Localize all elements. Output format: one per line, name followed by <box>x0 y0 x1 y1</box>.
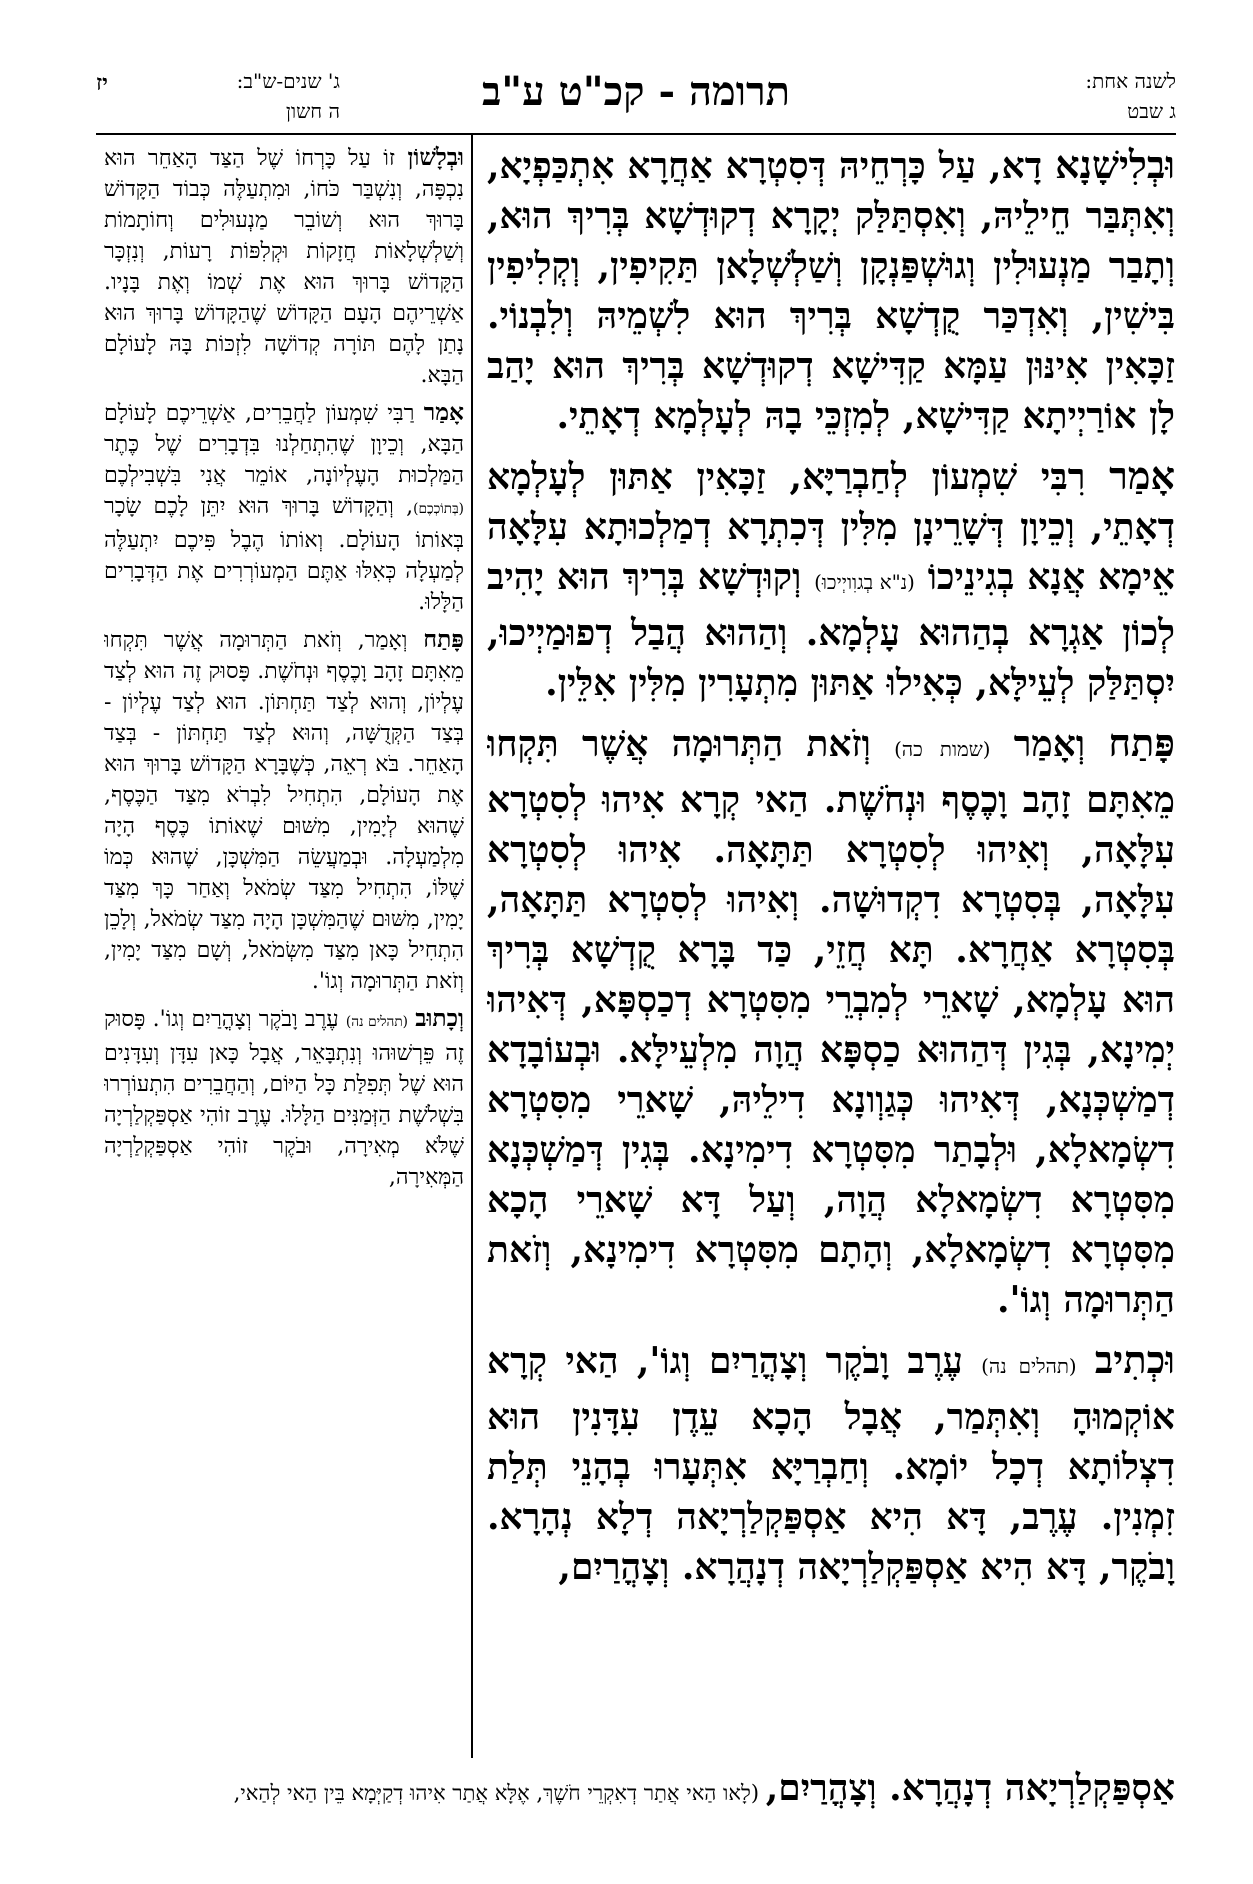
paragraph-text: דָא, עַל כָּרְחֵיהּ דְּסִטְרָא אַחֲרָא אִתְכַּפְיָא, וְאִתְּבַּר חֵילֵיהּ, וְאִסְתַּלַּק יְקָרָא דְקוּדְשָׁא בְּרִיךְ הוּא, וְתָבַר מַנְעוּלִין וְגוּשְׁפַּנְקָן וְשַׁלְשְׁלָאן תַּקִיפִין, וְקְלִיפִין בִּישִׁין, וְאִדְכַּר קֻדְשָׁא בְּרִיךְ הוּא לִשְׁמֵיהּ וְלִבְנוֹי. זַכָּאִין אִינּוּן עַמָּא קַדִּישָׁא דְקוּדְשָׁא בְּרִיךְ הוּא יָהַב לָן אוֹרַיְיתָא קַדִּישָׁא, לְמִזְכֵּי בָהּ לְעָלְמָא דְאָתֵי. <box>487 145 1175 437</box>
paragraph-text: רַבִּי שִׁמְעוֹן לַחֲבֵרִים, אַשְׁרֵיכֶם לָעוֹלָם הַבָּא, וְכֵיוָן שֶׁהִתְחַלְנוּ בִּדְבָרִים שֶׁל כֶּתֶר הַמַּלְכוּת הָעֶלְיוֹנָה, אוֹמֵר אֲנִי בִּשְׁבִילְכֶם <box>104 401 464 488</box>
version-note: (בְּתוֹכְכֶם) <box>413 501 464 517</box>
page-header <box>96 62 1176 132</box>
paragraph-lead-word: פָּתַח <box>1108 720 1175 765</box>
paragraph-lead-word: פָּתַח <box>423 626 464 653</box>
schedule-3yr-date: ה חשון <box>285 99 340 123</box>
main-paragraph <box>487 451 1175 708</box>
continuation-line <box>96 1760 1175 1816</box>
paragraph-text: וְאָמַר <box>990 723 1109 765</box>
translation-paragraph <box>104 142 464 391</box>
translation-paragraph <box>104 397 464 618</box>
paragraph-text <box>1077 1340 1095 1382</box>
translation-paragraph <box>104 1003 464 1193</box>
aramaic-main-column <box>487 140 1175 1758</box>
schedule-1yr-label: לשנה אחת: <box>1085 69 1176 93</box>
page-number: יז <box>96 70 108 96</box>
main-paragraph <box>487 140 1175 441</box>
translation-paragraph <box>104 624 464 997</box>
schedule-1yr-date: ג שבט <box>1127 99 1176 123</box>
hebrew-translation-column <box>104 142 464 1758</box>
verse-reference: (תהלים נה) <box>345 1014 408 1030</box>
paragraph-lead-word: אָמַר <box>1109 453 1175 498</box>
continuation-note-text: (לָאו הַאי אֲתַר דְאִקְרֵי חֹשֶׁךְ, אֶלָּא אֲתַר אִיהוּ דְקַיְּמָא בֵּין הַאי לְהַאי, <box>233 1781 766 1805</box>
verse-reference: (שמות כה) <box>894 738 991 761</box>
paragraph-text: וְזֹאת הַתְּרוּמָה אֲשֶׁר תִּקְחוּ מֵאִתָּם זָהָב וָכֶסֶף וּנְחֹשֶׁת. הַאי קְרָא אִיהוּ לְסִטְרָא עִלָּאָה, וְאִיהוּ לְסִטְרָא תַּתָּאָה. אִיהוּ לְסִטְרָא עִלָּאָה, בְּסִטְרָא דִקְדוּשָׁה. וְאִיהוּ לְסִטְרָא תַּתָּאָה, בְּסִטְרָא אַחֲרָא. תָּא חֲזֵי, כַּד בָּרָא קֻדְשָׁא בְּרִיךְ הוּא עָלְמָא, שָׁארֵי לְמִבְרֵי מִסִּטְרָא דְכַסְפָּא, דְּאִיהוּ יְמִינָא, בְּגִין דְּהַהוּא כַסְפָּא הֲוָה מִלְעֵילָּא. וּבְעוֹבָדָא דְמַשְׁכְּנָא, דְּאִיהוּ כְּגַוְונָא דִילֵיהּ, שָׁארֵי מִסִּטְרָא דִשְׂמָאלָא, וּלְבָתַר מִסִּטְרָא דִימִינָא. בְּגִין דְּמַשְׁכְּנָא מִסִּטְרָא דִשְׂמָאלָא הֲוָה, וְעַל דָּא שָׁארֵי הָכָא מִסִּטְרָא דִשְׂמָאלָא, וְהָתָם מִסִּטְרָא דִימִינָא, וְזֹאת הַתְּרוּמָה וְגוֹ'. <box>487 723 1175 1321</box>
paragraph-lead-word: וּבְלִישָׁנָא <box>1055 142 1175 187</box>
schedule-3yr-label: ג' שנים-ש"ב: <box>236 69 340 93</box>
paragraph-lead-word: אָמַר <box>423 399 464 426</box>
daily-schedule-3yr <box>110 66 340 126</box>
paragraph-lead-word: וְכָתוּב <box>415 1005 464 1032</box>
daily-schedule-1yr <box>976 66 1176 126</box>
column-divider <box>471 134 473 1758</box>
paragraph-text: וְקוּדְשָׁא בְּרִיךְ הוּא יָהִיב לְכוֹן אַגְרָא בְהַהוּא עָלְמָא. וְהַהוּא הֲבַל דְפוּמַיְיכוּ, יִסְתַּלַּק לְעֵילָּא, כְּאִילוּ אַתּוּן מִתְעָרִין מִלִּין אִלֵּין. <box>487 556 1175 704</box>
paragraph-text: עֶרֶב וָבֹקֶר וְצָהֳרַיִם וְגוֹ'. פָּסוּק זֶה פֵּרְשׁוּהוּ וְנִתְבָּאֵר, אֲבָל כָּאן עִדָּן וְעִדָּנִים הוּא שֶׁל תְּפִלַּת כָּל הַיּוֹם, וְהַחֲבֵרִים הִתְעוֹרְרוּ בִּשְׁלֹשֶׁת הַזְּמַנִּים הַלָּלוּ. עֶרֶב זוֹהִי אַסְפַּקְלַרְיָה שֶׁלֹּא מְאִירָה, וּבֹקֶר זוֹהִי אַסְפַּקְלַרְיָה הַמְּאִירָה, <box>104 1007 464 1190</box>
version-note: (נ"א בְגוִויְיכוּ) <box>814 571 915 594</box>
paragraph-text: עֶרֶב וָבֹקֶר וְצָהֳרַיִם וְגוֹ', הַאי קְרָא אוֹקְמוּהָ וְאִתְּמַר, אֲבָל הָכָא עֵדֶן עִדָּנִין הוּא דִצְלוֹתָא דְכָל יוֹמָא. וְחַבְרַיָּא אִתְּעָרוּ בְהָנֵי תְּלַת זִמְנִין. עֶרֶב, דָּא הִיא אַסְפַּקְלַרְיָאה דְלָא נְהָרָא. וָבֹקֶר, דָּא הִיא אַסְפַּקְלַרְיָאה דְנָהֲרָא. וְצָהֳרַיִם, <box>487 1340 1175 1588</box>
header-rule <box>96 133 1176 135</box>
continuation-main-text: אַסְפַּקְלַרְיָאה דְנָהֲרָא. וְצָהֳרַיִם, <box>765 1767 1175 1809</box>
page-title: תרומה - קכ"ט ע"ב <box>481 68 791 115</box>
main-paragraph <box>487 718 1175 1325</box>
verse-reference: (תהלים נה) <box>981 1355 1077 1378</box>
paragraph-text: , וְהַקָּדוֹשׁ בָּרוּךְ הוּא יִתֵּן לָכֶם שָׂכָר בְּאוֹתוֹ הָעוֹלָם. וְאוֹתוֹ הֶבֶל פִּיכֶם יִתְעַלֶּה לְמַעְלָה כְּאִלּוּ אַתֶּם הַמְעוֹרְרִים אֶת הַדְּבָרִים הַלָּלוּ. <box>104 494 464 615</box>
paragraph-text: רִבִּי שִׁמְעוֹן לְחַבְרַיָּא, זַכָּאִין אַתּוּן לְעָלְמָא דְאָתֵי, וְכֵיוָן דְּשָׁרֵינָן מִלִּין דְּכִתְרָא דְמַלְכוּתָא עִלָּאָה אֵימָא אֲנָא בְגִינֵיכוֹ <box>487 456 1175 598</box>
paragraph-lead-word: וּבְלָשׁוֹן <box>407 144 464 171</box>
main-paragraph <box>487 1335 1175 1592</box>
paragraph-lead-word: וּכְתִיב <box>1094 1337 1175 1382</box>
paragraph-text: זוֹ עַל כָּרְחוֹ שֶׁל הַצַּד הָאַחֵר הוּא נִכְפָּה, וְנִשְׁבַּר כֹּחוֹ, וּמִתְעַלֶּה כְּבוֹד הַקָּדוֹשׁ בָּרוּךְ הוּא וְשׁוֹבֵר מַנְעוּלִים וְחוֹתָמוֹת וְשַׁלְשְׁלָאוֹת חֲזָקוֹת וּקְלִפּוֹת רָעוֹת, וְנִזְכָּר הַקָּדוֹשׁ בָּרוּךְ הוּא אֶת שְׁמוֹ וְאֶת בָּנָיו. אַשְׁרֵיהֶם הָעָם הַקָּדוֹשׁ שֶׁהַקָּדוֹשׁ בָּרוּךְ הוּא נָתַן לָהֶם תּוֹרָה קְדוֹשָׁה לִזְכּוֹת בָּהּ לָעוֹלָם הַבָּא. <box>104 146 464 388</box>
paragraph-text: וְאָמַר, וְזֹאת הַתְּרוּמָה אֲשֶׁר תִּקְחוּ מֵאִתָּם זָהָב וָכֶסֶף וּנְחֹשֶׁת. פָּסוּק זֶה הוּא לְצַד עֶלְיוֹן, וְהוּא לְצַד תַּחְתּוֹן. הוּא לְצַד עֶלְיוֹן - בְּצַד הַקְּדֻשָּׁה, וְהוּא לְצַד תַּחְתּוֹן - בְּצַד הָאַחֵר. בֹּא רְאֵה, כְּשֶׁבָּרָא הַקָּדוֹשׁ בָּרוּךְ הוּא אֶת הָעוֹלָם, הִתְחִיל לִבְרֹא מִצַּד הַכֶּסֶף, שֶׁהוּא לְיָמִין, מִשּׁוּם שֶׁאוֹתוֹ כֶּסֶף הָיָה מִלְמַעְלָה. וּבְמַעֲשֵׂה הַמִּשְׁכָּן, שֶׁהוּא כְּמוֹ שֶׁלּוֹ, הִתְחִיל מִצַּד שְׂמֹאל וְאַחַר כָּךְ מִצַּד יָמִין, מִשּׁוּם שֶׁהַמִּשְׁכָּן הָיָה מִצַּד שְׂמֹאל, וְלָכֵן הִתְחִיל כָּאן מִצַּד מִשְּׂמֹאל, וְשָׁם מִצַּד יָמִין, וְזֹאת הַתְּרוּמָה וְגוֹ'. <box>104 628 464 994</box>
